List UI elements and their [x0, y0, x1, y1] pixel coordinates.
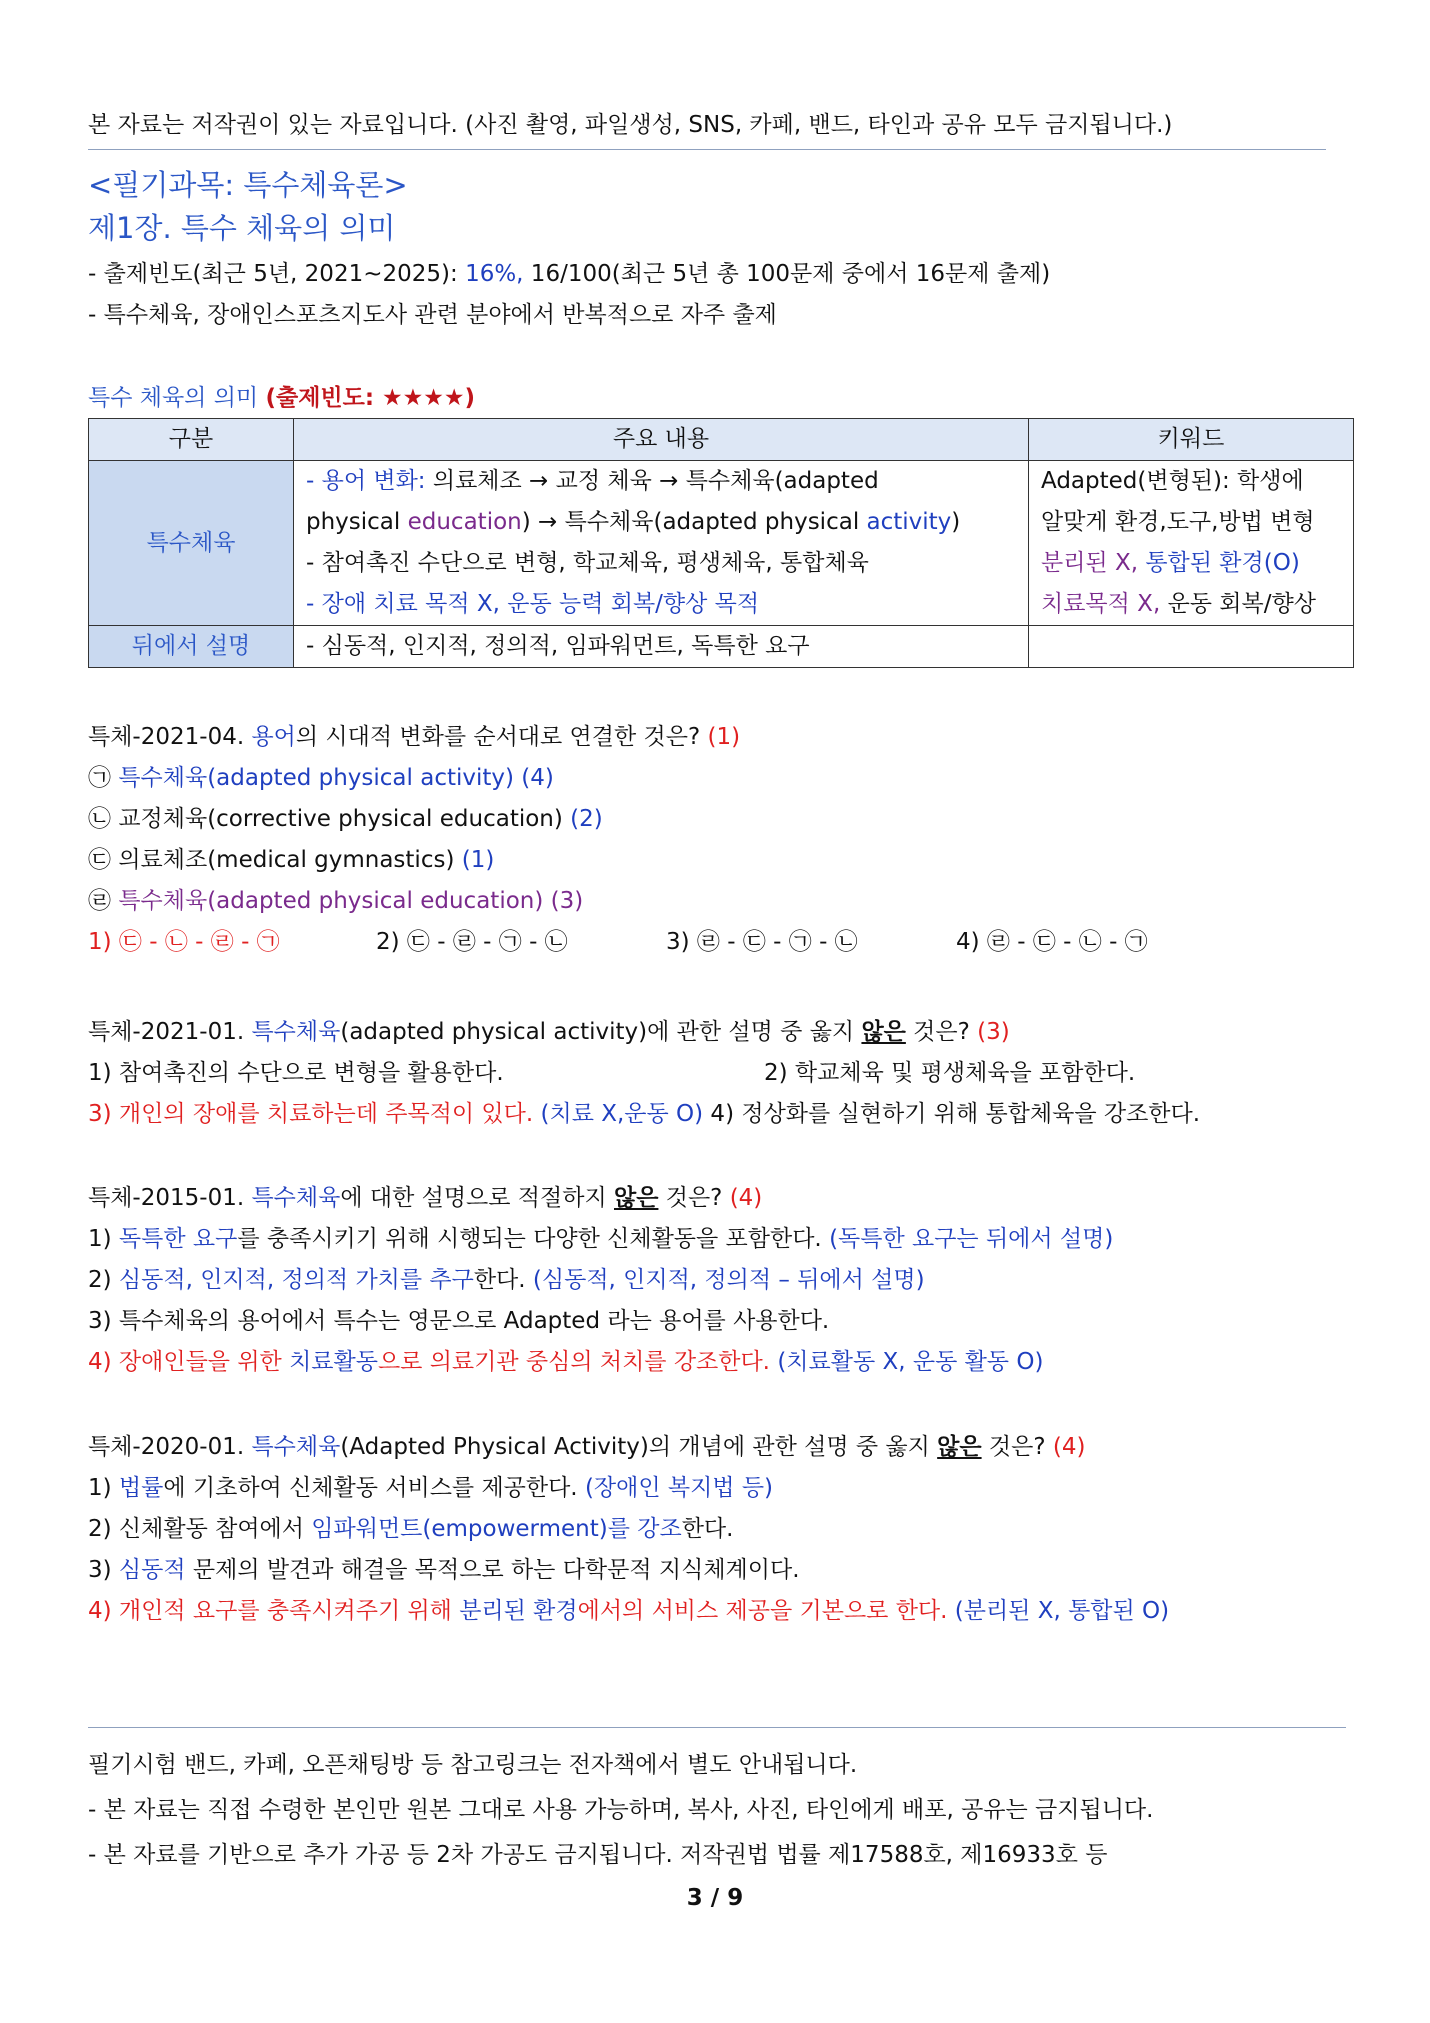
q4-o4-note: (분리된 X, 통합된 O) — [954, 1598, 1170, 1624]
frequency-note: - 특수체육, 장애인스포츠지도사 관련 분야에서 반복적으로 자주 출제 — [88, 302, 777, 328]
q2-text: (adapted physical activity)에 관한 설명 중 옳지 — [340, 1019, 862, 1045]
header-keyword: 키워드 — [1029, 419, 1354, 461]
q3-o4-text: 으로 의료기관 중심의 처치를 강조한다. — [377, 1349, 778, 1375]
option-english: (medical gymnastics) — [207, 847, 455, 873]
option-english: (adapted physical education) — [207, 888, 544, 914]
q4-term: 특수체육 — [251, 1434, 341, 1460]
question-2021-04 — [88, 722, 1148, 957]
row-label-special-pe: 특수체육 — [89, 461, 294, 626]
list-item — [88, 1265, 1113, 1295]
term-change-label: - 용어 변화: — [306, 468, 433, 494]
header-divider — [88, 149, 1326, 150]
q3-o1-text: 를 충족시키기 위해 시행되는 다양한 신체활동을 포함한다. — [237, 1226, 830, 1252]
table-row — [89, 626, 1354, 668]
option-term: 특수체육 — [118, 888, 208, 914]
section-title-text: 특수 체육의 의미 — [88, 385, 266, 411]
q4-answer: (4) — [1052, 1434, 1086, 1460]
list-item — [88, 1058, 1200, 1088]
page-number: 3 / 9 — [686, 1885, 744, 1911]
keyword-3a: 분리된 X, — [1041, 550, 1146, 576]
option-english: (corrective physical education) — [207, 806, 563, 832]
chapter-title: 제1장. 특수 체육의 의미 — [88, 211, 396, 245]
footer-line-1: 필기시험 밴드, 카페, 오픈채팅방 등 참고링크는 전자책에서 별도 안내됩니다. — [88, 1752, 858, 1778]
participation-text: - 참여촉진 수단으로 변형, 학교체육, 평생체육, 통합체육 — [306, 550, 869, 576]
option-order: (2) — [562, 806, 603, 832]
q2-answer: (3) — [977, 1019, 1010, 1045]
q4-o3-num: 3) — [88, 1557, 119, 1583]
q4-o2-text: 한다. — [681, 1516, 734, 1542]
term-change-text: 의료체조 → 교정 체육 → 특수체육(adapted — [432, 468, 879, 494]
list-item — [88, 804, 740, 834]
q3-not: 않은 — [614, 1185, 659, 1211]
option-mark: ㉠ — [88, 765, 111, 791]
option-english: (adapted physical activity) — [207, 765, 514, 791]
row2-keyword — [1029, 626, 1354, 668]
term-activity: activity — [866, 509, 952, 535]
choice-3: 3) ㉣ - ㉢ - ㉠ - ㉡ — [666, 929, 858, 955]
list-item — [88, 763, 740, 793]
row-label-later: 뒤에서 설명 — [89, 626, 294, 668]
q3-o2-term: 심동적, 인지적, 정의적 가치를 추구 — [118, 1267, 474, 1293]
list-item — [88, 1514, 1169, 1544]
option-term: 의료체조 — [118, 847, 208, 873]
term-education: education — [407, 509, 522, 535]
list-item — [88, 1555, 1169, 1585]
q2-option-3: 3) 개인의 장애를 치료하는데 주목적이 있다. — [88, 1101, 541, 1127]
q4-o1-text: 에 기초하여 신체활동 서비스를 제공한다. — [163, 1475, 585, 1501]
option-term: 특수체육 — [118, 765, 208, 791]
q2-not: 않은 — [861, 1019, 906, 1045]
term-line2-e: ) — [951, 509, 961, 535]
list-item — [88, 886, 740, 916]
q3-o4-term: 치료활동 — [289, 1349, 378, 1375]
list-item — [88, 845, 740, 875]
frequency-prefix: - 출제빈도(최근 5년, 2021~2025): — [88, 261, 466, 287]
q4-id: 특체-2020-01. — [88, 1434, 252, 1460]
keyword-3b: 통합된 환경(O) — [1145, 550, 1300, 576]
q1-term: 용어 — [251, 724, 296, 750]
footer-line-3: - 본 자료를 기반으로 추가 가공 등 2차 가공도 금지됩니다. 저작권법 법률 제17588호, 제16933호 등 — [88, 1842, 1108, 1868]
list-item — [88, 1596, 1169, 1626]
q4-o4-a: 4) 개인적 요구를 충족시켜주기 위해 — [88, 1598, 460, 1624]
q2-option-4: 4) 정상화를 실현하기 위해 통합체육을 강조한다. — [703, 1101, 1201, 1127]
list-item — [88, 1099, 1200, 1129]
keyword-2: 알맞게 환경,도구,방법 변형 — [1041, 509, 1315, 535]
q2-id: 특체-2021-01. — [88, 1019, 252, 1045]
answer-choices — [88, 927, 1148, 957]
section-frequency: (출제빈도: ★★★★) — [265, 385, 476, 411]
question-2021-01 — [88, 1017, 1200, 1140]
q4-o3-text: 문제의 발견과 해결을 목적으로 하는 다학문적 지식체계이다. — [185, 1557, 800, 1583]
q3-o2-num: 2) — [88, 1267, 119, 1293]
list-item — [88, 1224, 1113, 1254]
q3-o2-text: 한다. — [473, 1267, 533, 1293]
q4-o3-term: 심동적 — [118, 1557, 186, 1583]
question-2020-01 — [88, 1432, 1169, 1637]
frequency-line — [88, 259, 1050, 289]
row-content — [294, 461, 1029, 626]
q3-term: 특수체육 — [251, 1185, 341, 1211]
q4-o1-note: (장애인 복지법 등) — [584, 1475, 774, 1501]
q1-id: 특체-2021-04. — [88, 724, 252, 750]
option-mark: ㉣ — [88, 888, 111, 914]
frequency-rest: 16/100(최근 5년 총 100문제 중에서 16문제 출제) — [523, 261, 1051, 287]
keyword-4a: 치료목적 X, — [1041, 591, 1168, 617]
keyword-4b: 운동 회복/향상 — [1167, 591, 1316, 617]
list-item — [88, 1473, 1169, 1503]
header-content: 주요 내용 — [294, 419, 1029, 461]
q2-option-1: 1) 참여촉진의 수단으로 변형을 활용한다. — [88, 1060, 504, 1086]
option-order: (1) — [454, 847, 495, 873]
q4-o4-text: 에서의 서비스 제공을 기본으로 한다. — [577, 1598, 955, 1624]
q3-text: 에 대한 설명으로 적절하지 — [340, 1185, 614, 1211]
option-term: 교정체육 — [118, 806, 208, 832]
q4-o1-num: 1) — [88, 1475, 119, 1501]
q2-end: 것은? — [905, 1019, 978, 1045]
question-stem — [88, 1017, 1200, 1047]
keyword-1: Adapted(변형된): 학생에 — [1041, 468, 1304, 494]
frequency-percent: 16%, — [465, 261, 524, 287]
q4-o1-term: 법률 — [118, 1475, 164, 1501]
q3-answer: (4) — [729, 1185, 763, 1211]
section-title — [88, 383, 475, 413]
q4-text: (Adapted Physical Activity)의 개념에 관한 설명 중 옳지 — [340, 1434, 938, 1460]
choice-4: 4) ㉣ - ㉢ - ㉡ - ㉠ — [956, 929, 1148, 955]
q2-option-2: 2) 학교체육 및 평생체육을 포함한다. — [764, 1060, 1136, 1086]
q4-o2-a: 2) 신체활동 참여에서 — [88, 1516, 312, 1542]
list-item — [88, 1347, 1113, 1377]
q2-option-3-note: (치료 X,운동 O) — [540, 1101, 704, 1127]
option-mark: ㉡ — [88, 806, 111, 832]
q4-end: 것은? — [981, 1434, 1053, 1460]
table-header-row — [89, 419, 1354, 461]
row-keywords — [1029, 461, 1354, 626]
option-order: (3) — [543, 888, 584, 914]
subject-title: <필기과목: 특수체육론> — [88, 168, 408, 202]
q2-term: 특수체육 — [251, 1019, 341, 1045]
purpose-text: - 장애 치료 목적 X, 운동 능력 회복/향상 목적 — [306, 591, 760, 617]
q3-o1-note: (독특한 요구는 뒤에서 설명) — [829, 1226, 1114, 1252]
question-stem — [88, 722, 740, 752]
row2-content: - 심동적, 인지적, 정의적, 임파워먼트, 독특한 요구 — [294, 626, 1029, 668]
q4-o4-term: 분리된 환경 — [459, 1598, 578, 1624]
q3-o2-note: (심동적, 인지적, 정의적 – 뒤에서 설명) — [532, 1267, 925, 1293]
footer-line-2: - 본 자료는 직접 수령한 본인만 원본 그대로 사용 가능하며, 복사, 사진, 타인에게 배포, 공유는 금지됩니다. — [88, 1797, 1154, 1823]
choice-2: 2) ㉢ - ㉣ - ㉠ - ㉡ — [376, 929, 568, 955]
option-mark: ㉢ — [88, 847, 111, 873]
list-item: 3) 특수체육의 용어에서 특수는 영문으로 Adapted 라는 용어를 사용한다. — [88, 1308, 830, 1334]
q1-answer: (1) — [707, 724, 741, 750]
copyright-notice: 본 자료는 저작권이 있는 자료입니다. (사진 촬영, 파일생성, SNS, 카페, 밴드, 타인과 공유 모두 금지됩니다.) — [88, 112, 1173, 138]
option-order: (4) — [513, 765, 554, 791]
q3-o4-note: (치료활동 X, 운동 활동 O) — [777, 1349, 1044, 1375]
choice-1: 1) ㉢ - ㉡ - ㉣ - ㉠ — [88, 929, 280, 955]
question-2015-01 — [88, 1183, 1113, 1388]
q1-text: 의 시대적 변화를 순서대로 연결한 것은? — [295, 724, 708, 750]
term-line2-c: ) → 특수체육(adapted physical — [521, 509, 867, 535]
footer-divider — [88, 1727, 1346, 1728]
q4-not: 않은 — [937, 1434, 982, 1460]
q3-o4-a: 4) 장애인들을 위한 — [88, 1349, 290, 1375]
q4-o2-term: 임파워먼트(empowerment)를 강조 — [311, 1516, 682, 1542]
term-line2-a: physical — [306, 509, 408, 535]
table-row — [89, 461, 1354, 626]
q3-o1-num: 1) — [88, 1226, 119, 1252]
q3-end: 것은? — [658, 1185, 730, 1211]
question-stem — [88, 1432, 1169, 1462]
header-category: 구분 — [89, 419, 294, 461]
q3-o1-term: 독특한 요구 — [118, 1226, 238, 1252]
q3-id: 특체-2015-01. — [88, 1185, 252, 1211]
question-stem — [88, 1183, 1113, 1213]
summary-table — [88, 418, 1354, 668]
